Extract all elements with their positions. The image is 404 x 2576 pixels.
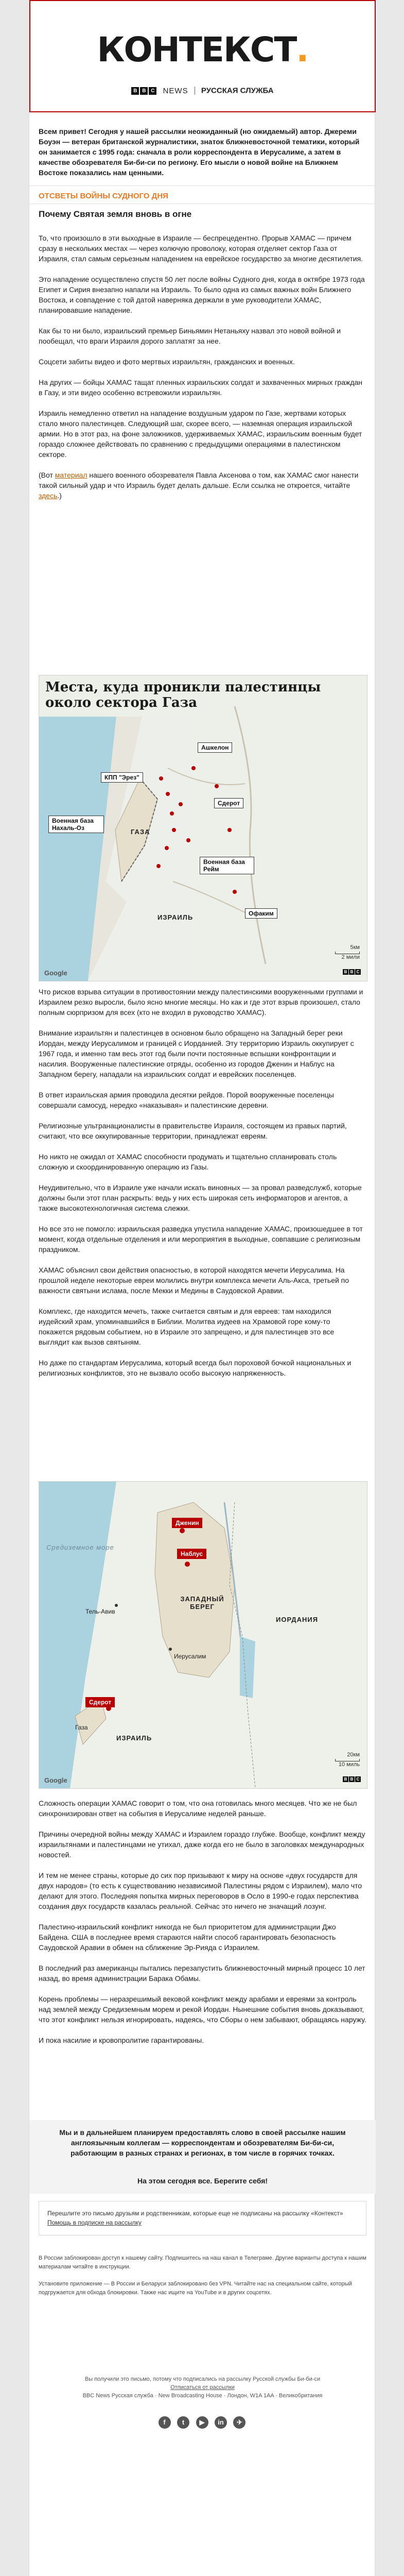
map-place-tag: Наблус (177, 1549, 206, 1559)
article-body-part-1 (39, 233, 366, 511)
map-credit: Google (44, 969, 67, 977)
article-body-part-3 (39, 1798, 366, 2056)
bbc-logo-letter: C (149, 87, 156, 95)
paragraph: Что рисков взрыва ситуации в противостоянии между палестинскими вооруженными группами и Израилем резко выросли, было ясно многие месяцы. Но как и где этот взрыв произошел, стало полным сюрпризом для всех (кто не входил в руководство ХАМАС). (39, 988, 363, 1016)
map-city-label: Газа (75, 1724, 88, 1731)
west-bank-map (39, 1481, 367, 1789)
article-link[interactable]: материал (55, 471, 87, 479)
gaza-infiltration-map (39, 675, 367, 981)
sign-off: На этом сегодня все. Берегите себя! (137, 2177, 268, 2185)
map-scale: 20км 10 миль (335, 1752, 360, 1768)
bbc-branding (30, 86, 375, 95)
paragraph: Корень проблемы — неразрешимый вековой конфликт между арабами и евреями за контроль над землей между Средиземным морем и рекой Иордан. Нынешние события вновь доказывают, что этот конфликт нельзя игнорировать, надеясь, что Сборы о нем забывают, обращаясь наружу. (39, 1995, 366, 2024)
paragraph: И пока насилие и кровопролитие гарантированы. (39, 2036, 204, 2044)
info-paragraph: Установите приложение — В России и Беларуси заблокировано без VPN. Читайте нас на специальном сайте, который подгружается для обхода блокировки. Также нас ищите на YouTube и в других соцсетях. (39, 2281, 352, 2296)
paragraph: В последний раз американцы пытались перезапустить ближневосточный мирный процесс 10 лет назад, во время администрации Барака Обамы. (39, 1964, 365, 1982)
paragraph-with-links: (Вот материал нашего военного обозревателя Павла Аксенова о том, как ХАМАС смог нанести такой сильный удар и что Израиль будет делать дальше. Если ссылка не откроется, читайте здесь.) (39, 471, 359, 500)
paragraph: Соцсети забиты видео и фото мертвых израильтян, гражданских и военных. (39, 358, 295, 366)
paragraph: Но все это не помогло: израильская разведка упустила нападение ХАМАС, произошедшее в тот момент, когда отдельные отделения и или мероприятия в выходные, совпавшие с религиозным праздником. (39, 1225, 363, 1253)
map-place-tag: Военная база Нахаль-Оз (48, 816, 104, 833)
map-place-tag: Ашкелон (198, 742, 232, 753)
paragraph: Неудивительно, что в Израиле уже начали искать виновных — за провал разведслужб, которые должны были этот план раскрыть: ведь у них есть широкая сеть информаторов и агентов, а также высокотехнологичная система слежки. (39, 1183, 362, 1212)
instagram-icon[interactable]: in (215, 2416, 227, 2429)
bbc-logo: B B C (342, 967, 361, 976)
map-region-label: ЗАПАДНЫЙ БЕРЕГ (180, 1595, 224, 1611)
paragraph: На других — бойцы ХАМАС тащат пленных израильских солдат и захваченных мирных граждан в Газу, и эти видео особенно встревожили израильтян. (39, 378, 363, 397)
footer-address: BBC News Русская служба · New Broadcasting House · Лондон, W1A 1AA · Великобритания (82, 2393, 323, 2399)
paragraph: Внимание израильтян и палестинцев в основном было обращено на Западный берег реки Иордан, между Иерусалимом и границей с Иорданией. Эту территорию Израиль оккупирует с 1967 года, и именно там весь этот год были почти постоянные вспышки конфронтации и насилия. Вооруженные палестинские отряды, особенно из городов Дженин и Наблус на Западном берегу, нападали на израильских солдат и еврейских поселенцев. (39, 1029, 354, 1078)
facebook-icon[interactable]: f (159, 2416, 171, 2429)
unsubscribe-link[interactable]: Отписаться от рассылки (170, 2384, 235, 2391)
paragraph: ХАМАС объяснил свои действия опасностью, в которой находятся мечети Иерусалима. На прошлой неделе некоторые евреи молились внутри комплекса мечети Аль-Акса, третьей по важности святыни ислама, после Мекки и Медины в Саудовской Аравии. (39, 1266, 349, 1295)
article-body-part-2 (39, 987, 366, 1388)
map-region-label: ГАЗА (131, 828, 150, 836)
paragraph: Причины очередной войны между ХАМАС и Израилем гораздо глубже. Вообще, конфликт между израильтянами и палестинцами не утихал, даже когда его не было в заголовках международных новостей. (39, 1830, 365, 1859)
paragraph: То, что произошло в эти выходные в Израиле — беспрецедентно. Прорыв ХАМАС — причем сразу в нескольких местах — через колючую проволоку, которая отделяет сектор Газа от Израиля, стал самым серьезным нападением на еврейское государство за многие десятилетия. (39, 234, 363, 263)
map-graphic (39, 1482, 367, 1788)
map-region-label: ИЗРАИЛЬ (157, 913, 194, 921)
map-title: Места, куда проникли палестинцы около сектора Газа (45, 680, 321, 710)
bbc-news-label: NEWS (163, 86, 188, 95)
paragraph: Израиль немедленно ответил на нападение воздушным ударом по Газе, жертвами которых стало много палестинцев. Следующий шаг, скорее всего, — наземная операция израильской армии. Но в этот раз, на фоне заложников, удерживаемых ХАМАС, израильским военным будет гораздо сложнее действовать по сравнению с предыдущими операциями в палестинском секторе. (39, 409, 362, 459)
map-place-tag: Сдерот (214, 798, 243, 808)
forward-text: Перешлите это письмо друзьям и родственникам, которые еще не подписаны на рассылку «Контекст» (47, 2210, 343, 2217)
paragraph: Религиозные ультранационалисты в правительстве Израиля, состоящем из правых партий, считают, что все оккупированные территории, принадлежат евреям. (39, 1122, 347, 1140)
map-sea-label: Средиземное море (46, 1544, 114, 1551)
paragraph: Это нападение осуществлено спустя 50 лет после войны Судного дня, когда в октябре 1973 года Египет и Сирия внезапно напали на Израиль. То было одна из самых важных войн Ближнего Востока, и совпадение с той датой наверняка держали в уме руководители ХАМАС, планировавшие нападение. (39, 275, 365, 314)
subscription-help-link[interactable]: Помощь в подписке на рассылку (47, 2219, 142, 2226)
footer-line: Вы получили это письмо, потому что подписались на рассылку Русской службы Би-би-си (84, 2376, 321, 2382)
map-place-tag: Сдерот (85, 1697, 115, 1707)
outro-text: Мы и в дальнейшем планируем предоставлять слово в своей рассылке нашим англоязычным коллегам — корреспондентам и обозревателям Би-би-си, работающим в разных странах и регионах, в том числе в горячих точках. (59, 2128, 346, 2157)
paragraph: И тем не менее страны, которые до сих пор призывают к миру на основе «двух государств для двух народов» (то есть к существованию независимой Палестины рядом с Израилем), мало что делают для этого. Последняя попытка мирных переговоров в Осло в 1990-е годах перспектива создания двух государств казалась реальной. Сейчас это ничего не значащий лозунг. (39, 1871, 362, 1910)
access-info (39, 2254, 366, 2306)
map-place-tag: Военная база Рейм (200, 857, 254, 874)
paragraph: Комплекс, где находится мечеть, также считается святым и для евреев: там находился иудейский храм, упоминавшийся в Библии. Молитва иудеев на Храмовой горе кому-то покажется рядовым событием, но в Израиле это запрещено, и для палестинцев это все выглядит как вызов святыням. (39, 1307, 335, 1346)
map-scale: 5км 2 мили (335, 944, 360, 960)
map-region-label: ИЗРАИЛЬ (116, 1734, 152, 1742)
section-title: ОТСВЕТЫ ВОЙНЫ СУДНОГО ДНЯ (39, 192, 168, 200)
intro-paragraph: Всем привет! Сегодня у нашей рассылки неожиданный (но ожидаемый) автор. Джереми Боуэн — ветеран британской журналистики, знаток ближневосточной тематики, который он занимается с 1995 года: сначала в роли корреспондента в Иерусалиме, а затем в качестве обозревателя Би-би-си по региону. Его мысли о новой войне на Ближнем Востоке показались нам ценными. (39, 127, 360, 177)
map-place-tag: Офаким (245, 908, 277, 919)
newsletter-page (29, 0, 375, 2576)
bbc-logo-letter: B (131, 87, 139, 95)
youtube-icon[interactable]: ▶ (196, 2416, 208, 2429)
map-region-label: ИОРДАНИЯ (276, 1616, 319, 1623)
article-headline: Почему Святая земля вновь в огне (39, 209, 192, 219)
paragraph: В ответ израильская армия проводила десятки рейдов. Порой вооруженные поселенцы совершали самосуд, нередко «наказывая» и палестинские деревни. (39, 1091, 334, 1109)
paragraph: Сложность операции ХАМАС говорит о том, что она готовилась много месяцев. Что же не был синхронизирован ответ на события в Иерусалиме неделей раньше. (39, 1799, 357, 1818)
paragraph: Палестино-израильский конфликт никогда не был приоритетом для администрации Джо Байдена. США в последнее время стараются найти способ гарантировать безопасность Саудовской Аравии в обмен на сближение Эр-Рияда с Израилем. (39, 1923, 336, 1952)
paragraph: Как бы то ни было, израильский премьер Биньямин Нетаньяху назвал это новой войной и пообещал, что враги Израиля дорого заплатят за нее. (39, 327, 341, 345)
forward-box (39, 2201, 366, 2235)
paragraph: Но даже по стандартам Иерусалима, который всегда был пороховой бочкой национальных и религиозных конфликтов, это не вызвало особо высокую напряженность. (39, 1359, 352, 1377)
bbc-logo-letter: B (140, 87, 148, 95)
mirror-link[interactable]: здесь (39, 492, 58, 500)
map-credit: Google (44, 1776, 67, 1784)
newsletter-logo: КОНТЕКСТ. (97, 30, 308, 70)
paragraph: Но никто не ожидал от ХАМАС способности продумать и тщательно спланировать столь сложную и скоординированную операцию из Газы. (39, 1153, 337, 1171)
service-name: РУССКАЯ СЛУЖБА (201, 86, 274, 95)
map-city-label: Тель-Авив (85, 1608, 115, 1615)
masthead (29, 0, 376, 112)
social-icons (29, 2416, 375, 2429)
footer (29, 2375, 376, 2400)
divider (29, 185, 376, 186)
bbc-logo: B B C (342, 1774, 361, 1783)
twitter-icon[interactable]: t (177, 2416, 189, 2429)
map-place-tag: Дженин (172, 1518, 202, 1528)
info-paragraph: В России заблокирован доступ к нашему сайту. Подпишитесь на наш канал в Телеграме. Другие варианты доступа к нашим материалам читайте в инструкции. (39, 2255, 366, 2270)
telegram-icon[interactable]: ✈ (233, 2416, 245, 2429)
map-place-tag: КПП "Эрез" (101, 772, 143, 783)
outro-box (29, 2120, 376, 2194)
map-city-label: Иерусалим (174, 1653, 206, 1660)
